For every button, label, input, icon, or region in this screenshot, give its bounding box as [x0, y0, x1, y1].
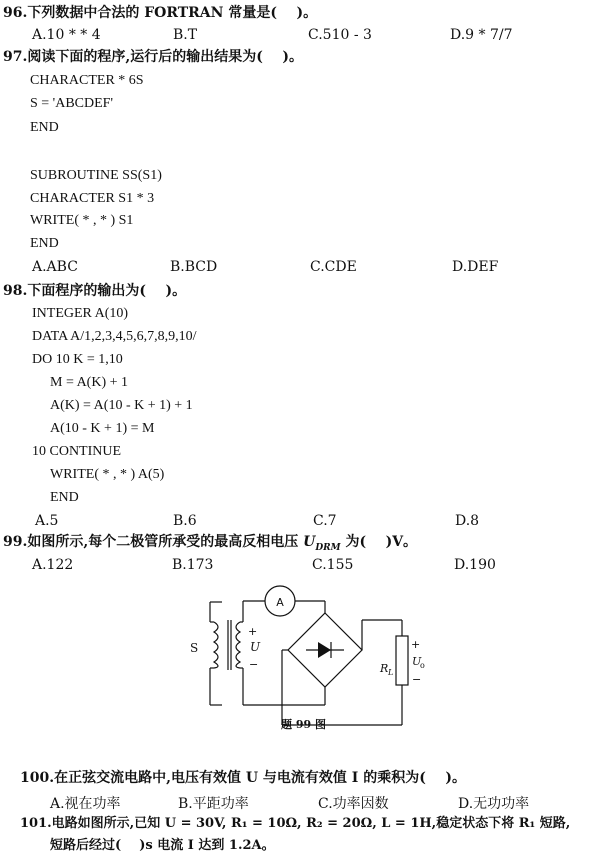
q100-option-a[interactable]: A.视在功率 — [50, 796, 121, 812]
q98-option-d[interactable]: D.8 — [455, 513, 480, 529]
q98-code-line: DATA A/1,2,3,4,5,6,7,8,9,10/ — [32, 329, 197, 344]
q98-code-line: A(10 - K + 1) = M — [50, 421, 155, 436]
q96-option-a[interactable]: A.10 * * 4 — [32, 27, 101, 43]
uo-minus-sign: − — [412, 673, 422, 686]
q100-option-d[interactable]: D.无功功率 — [458, 796, 530, 812]
q97-option-a[interactable]: A.ABC — [32, 259, 78, 275]
q97-code-line: CHARACTER * 6S — [30, 73, 144, 88]
q97-code-line: END — [30, 120, 59, 135]
q97-option-d[interactable]: D.DEF — [452, 259, 499, 275]
question-101-stem-line1: 101.电路如图所示,已知 U = 30V, R₁ = 10Ω, R₂ = 20Ω, L = 1H,稳定状态下将 R₁ 短路, — [20, 816, 571, 831]
rl-subscript: L — [388, 668, 394, 677]
q99-option-a[interactable]: A.122 — [32, 557, 74, 573]
q96-option-c[interactable]: C.510 - 3 — [308, 27, 372, 43]
question-96-stem: 96.下列数据中合法的 FORTRAN 常量是( )。 — [3, 5, 318, 21]
q98-option-b[interactable]: B.6 — [173, 513, 197, 529]
q97-code-line: SUBROUTINE SS(S1) — [30, 168, 162, 183]
uo-subscript: o — [420, 661, 425, 670]
source-label: S — [190, 641, 199, 655]
q97-code-line: S = 'ABCDEF' — [30, 96, 113, 111]
q100-option-b[interactable]: B.平距功率 — [178, 796, 249, 812]
q98-code-line: END — [50, 490, 79, 505]
question-97-stem: 97.阅读下面的程序,运行后的输出结果为( )。 — [3, 49, 303, 65]
ammeter-label: A — [276, 596, 284, 609]
u-minus-sign: − — [249, 658, 259, 671]
u-label: U — [250, 640, 261, 654]
rl-label: R — [380, 662, 389, 675]
q98-code-line: 10 CONTINUE — [32, 444, 122, 459]
q97-option-b[interactable]: B.BCD — [170, 259, 218, 275]
q98-code-line: A(K) = A(10 - K + 1) + 1 — [50, 398, 193, 413]
uo-label: U — [412, 655, 422, 668]
q97-code-line: CHARACTER S1 * 3 — [30, 191, 155, 206]
q98-option-c[interactable]: C.7 — [313, 513, 337, 529]
q97-code-line: WRITE( * , * ) S1 — [30, 213, 134, 228]
u-plus-sign: + — [248, 625, 258, 638]
q97-code-line: END — [30, 236, 59, 251]
q99-option-d[interactable]: D.190 — [454, 557, 496, 573]
q100-option-c[interactable]: C.功率因数 — [318, 796, 389, 812]
q97-option-c[interactable]: C.CDE — [310, 259, 357, 275]
q99-option-b[interactable]: B.173 — [172, 557, 214, 573]
question-98-stem: 98.下面程序的输出为( )。 — [3, 283, 187, 299]
q98-code-line: INTEGER A(10) — [32, 306, 129, 321]
question-99-stem: 99.如图所示,每个二极管所承受的最高反相电压 $U_{DRM}$ 为( )V。 — [3, 534, 418, 553]
question-100-stem: 100.在正弦交流电路中,电压有效值 U 与电流有效值 I 的乘积为( )。 — [20, 770, 466, 786]
q99-option-c[interactable]: C.155 — [312, 557, 354, 573]
q98-code-line: DO 10 K = 1,10 — [32, 352, 123, 367]
q98-option-a[interactable]: A.5 — [35, 513, 59, 529]
question-101-stem-line2: 短路后经过( )s 电流 I 达到 1.2A。 — [50, 838, 275, 853]
uo-plus-sign: + — [411, 638, 421, 651]
q98-code-line: WRITE( * , * ) A(5) — [50, 467, 165, 482]
q98-code-line: M = A(K) + 1 — [50, 375, 129, 390]
figure-caption: 题 99 图 — [281, 718, 326, 731]
q96-option-b[interactable]: B.T — [173, 27, 198, 43]
q96-option-d[interactable]: D.9 * 7/7 — [450, 27, 513, 43]
